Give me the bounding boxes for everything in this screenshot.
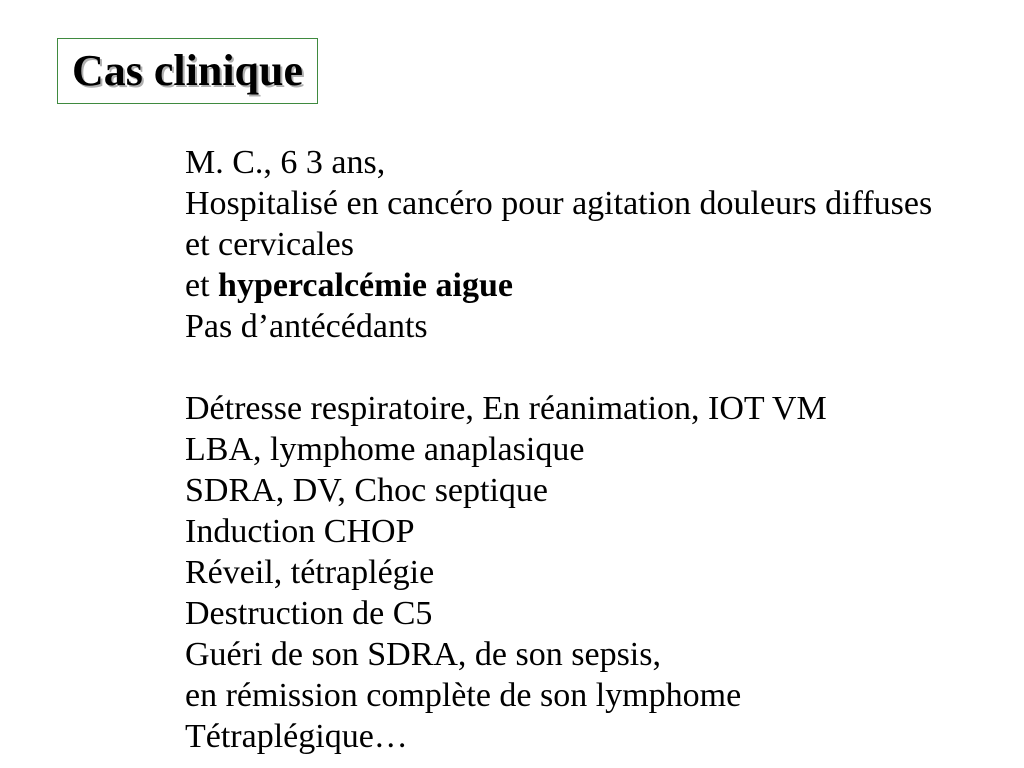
body-line-detresse: Détresse respiratoire, En réanimation, IOT VM [185,390,827,427]
slide-body [185,142,1005,757]
body-line-patient: M. C., 6 3 ans, [185,144,386,181]
body-line-hypercalcemie-bold: hypercalcémie aigue [218,267,513,304]
body-line-remission: en rémission complète de son lymphome [185,677,742,714]
body-line-hospitalisation: Hospitalisé en cancéro pour agitation douleurs diffuses [185,185,933,222]
body-line-reveil: Réveil, tétraplégie [185,554,435,591]
body-line-sdra: SDRA, DV, Choc septique [185,472,548,509]
body-line-hypercalcemie [185,265,1005,306]
body-line-induction: Induction CHOP [185,513,415,550]
slide-title: Cas clinique [71,46,304,95]
body-line-spacer [185,347,1005,388]
body-line-cervicales: et cervicales [185,226,354,263]
body-line-gueri: Guéri de son SDRA, de son sepsis, [185,636,661,673]
body-line-hypercalcemie-prefix: et [185,267,219,304]
body-line-tetraplegique: Tétraplégique… [185,718,408,755]
slide-title-box [57,38,318,104]
body-line-antecedants: Pas d’antécédants [185,308,428,345]
body-line-destruction: Destruction de C5 [185,595,433,632]
body-line-lba: LBA, lymphome anaplasique [185,431,585,468]
